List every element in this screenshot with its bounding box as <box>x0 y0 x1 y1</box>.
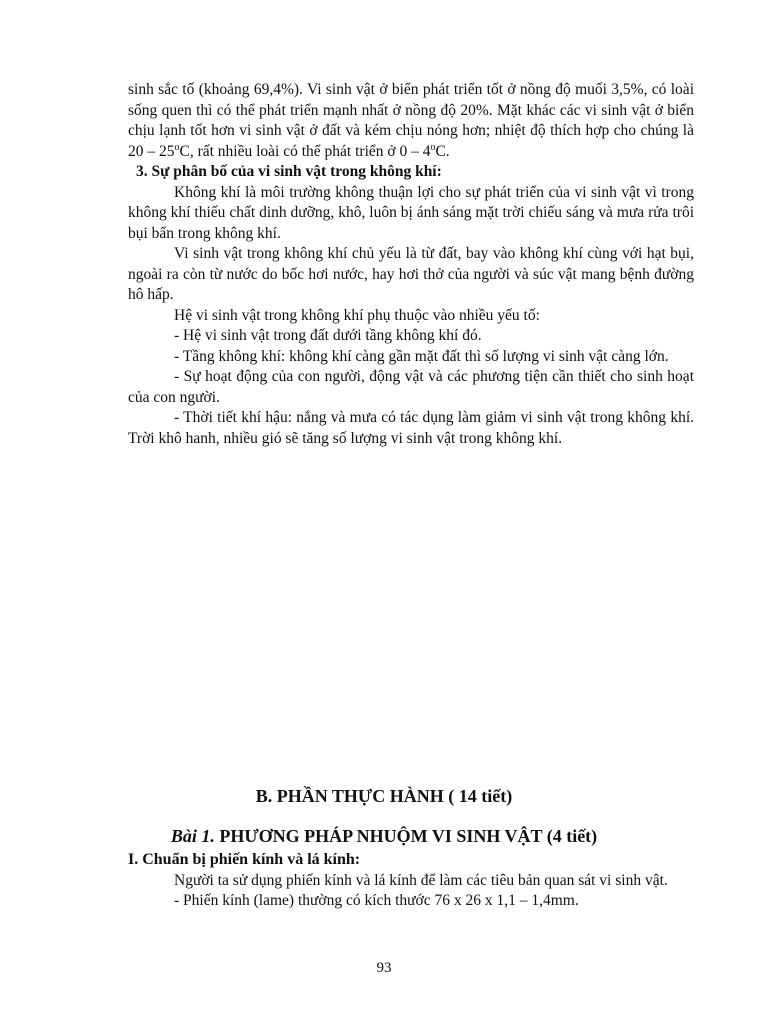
list-item: - Thời tiết khí hậu: nắng và mưa có tác dụng làm giảm vi sinh vật trong không khí. Trời khô hanh, nhiều gió sẽ tăng số lượng vi sinh vật trong không khí. <box>128 409 694 447</box>
section-3-paragraph-3: Hệ vi sinh vật trong không khí phụ thuộc vào nhiều yếu tố: <box>174 306 540 324</box>
section-3-paragraph-2: Vi sinh vật trong không khí chủ yếu là từ đất, bay vào không khí cùng với hạt bụi, ngoài ra còn từ nước do bốc hơi nước, hay hơi thở của người và súc vật mang bệnh đường hô hấp. <box>128 245 694 303</box>
degree-sup-2: o <box>430 141 436 153</box>
continued-text-3: C. <box>435 142 450 160</box>
degree-sup-1: o <box>174 141 180 153</box>
part-b-title: B. PHẦN THỰC HÀNH ( 14 tiết) <box>255 786 513 806</box>
lesson-1-title-text: PHƯƠNG PHÁP NHUỘM VI SINH VẬT (4 tiết) <box>214 826 598 846</box>
lesson-1-paragraph-1: Người ta sử dụng phiến kính và lá kính để làm các tiêu bản quan sát vi sinh vật. <box>174 871 668 889</box>
body-text <box>128 80 694 449</box>
lesson-1-paragraph-2: - Phiến kính (lame) thường có kích thước 76 x 26 x 1,1 – 1,4mm. <box>174 892 579 909</box>
lesson-1-label: Bài 1. <box>170 826 215 846</box>
continued-text-2: C, rất nhiều loài có thể phát triển ở 0 – 4 <box>179 142 431 160</box>
page-number: 93 <box>376 960 392 976</box>
section-3-heading: 3. Sự phân bố của vi sinh vật trong không khí: <box>136 163 442 180</box>
continued-text-1: sinh sắc tố (khoảng 69,4%). Vi sinh vật ở biển phát triển tốt ở nồng độ muối 3,5%, có loài sống quen thì có thể phát triển mạnh nhất ở nồng độ 20%. Mặt khác các vi sinh vật ở biển chịu lạnh tốt hơn vi sinh vật ở đất và kém chịu nóng hơn; nhiệt độ thích hợp cho chúng là 20 – 25 <box>128 81 694 160</box>
section-i-heading: I. Chuẩn bị phiến kính và lá kính: <box>128 851 361 868</box>
list-item: - Tầng không khí: không khí càng gần mặt đất thì số lượng vi sinh vật càng lớn. <box>174 347 669 365</box>
list-item: - Hệ vi sinh vật trong đất dưới tầng không khí đó. <box>174 327 482 344</box>
section-3-paragraph-1: Không khí là môi trường không thuận lợi cho sự phát triển của vi sinh vật vì trong không khí thiếu chất dinh dưỡng, khô, luôn bị ánh sáng mặt trời chiếu sáng và mưa rửa trôi bụi bẩn trong không khí. <box>128 183 694 242</box>
lesson-1-body <box>128 850 694 912</box>
list-item: - Sự hoạt động của con người, động vật và các phương tiện cần thiết cho sinh hoạt của con người. <box>128 368 694 406</box>
lesson-1-title <box>0 826 768 847</box>
continued-paragraph <box>128 80 694 162</box>
